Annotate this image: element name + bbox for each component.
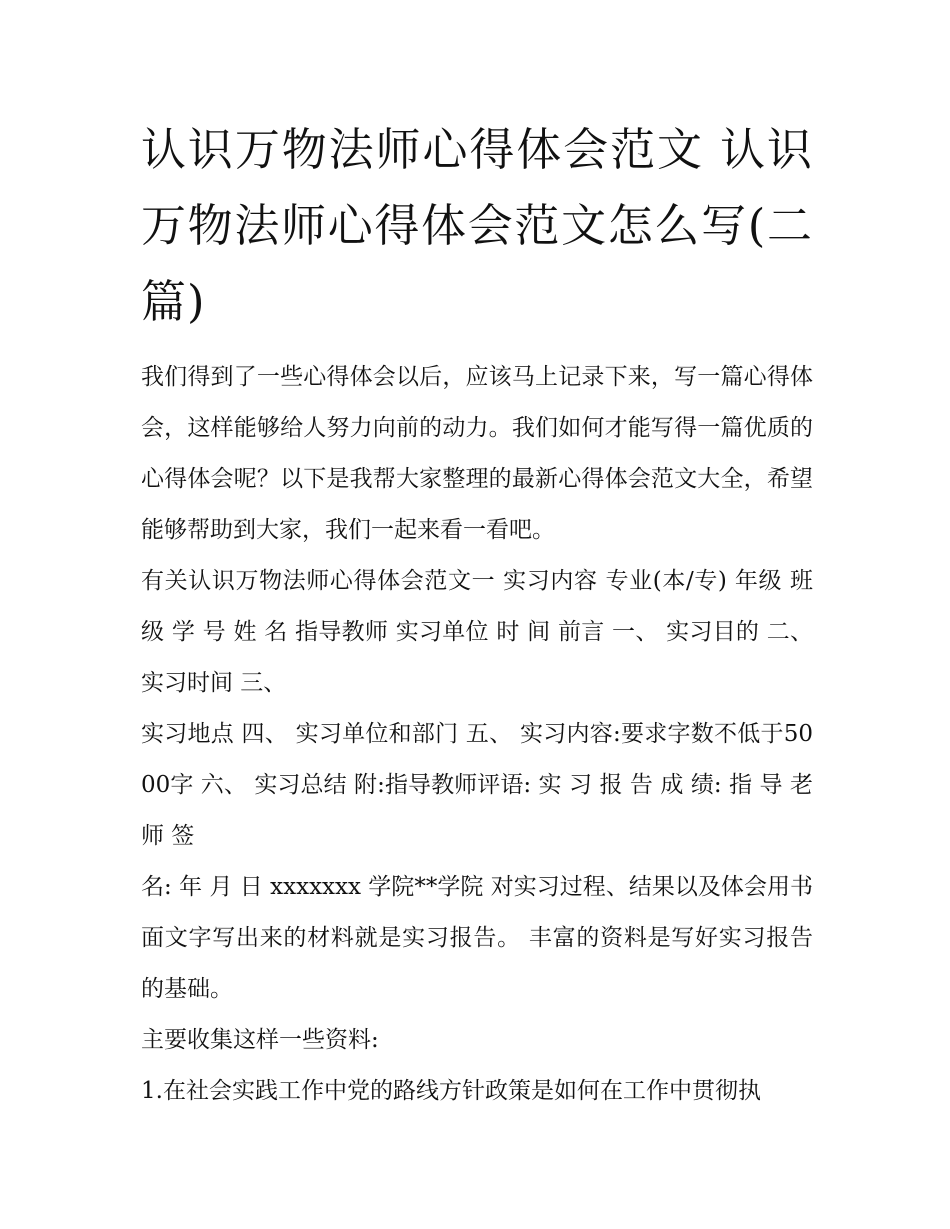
document-title: 认识万物法师心得体会范文 认识万物法师心得体会范文怎么写(二篇): [141, 123, 813, 328]
intro-paragraph: 我们得到了一些心得体会以后，应该马上记录下来，写一篇心得体会，这样能够给人努力向前的动力。我们如何才能写得一篇优质的心得体会呢？以下是我帮大家整理的最新心得体会范文大全，希望能够帮助到大家，我们一起来看一看吧。: [141, 364, 813, 543]
document-page: [141, 112, 813, 1117]
report-definition-paragraph: 名: 年 月 日 xxxxxxx 学院**学院 对实习过程、结果以及体会用书面文字写出来的材料就是实习报告。 丰富的资料是写好实习报告的基础。: [141, 874, 813, 1002]
report-outline-continued-paragraph: 实习地点 四、 实习单位和部门 五、 实习内容:要求字数不低于5000字 六、 实习总结 附:指导教师评语: 实 习 报 告 成 绩: 指 导 老 师 签: [141, 721, 813, 849]
materials-item-1: 1.在社会实践工作中党的路线方针政策是如何在工作中贯彻执: [141, 1078, 761, 1104]
materials-heading-paragraph: 主要收集这样一些资料:: [141, 1027, 379, 1053]
report-outline-paragraph: 有关认识万物法师心得体会范文一 实习内容 专业(本/专) 年级 班级 学 号 姓 名 指导教师 实习单位 时 间 前言 一、 实习目的 二、 实习时间 三、: [141, 568, 813, 696]
